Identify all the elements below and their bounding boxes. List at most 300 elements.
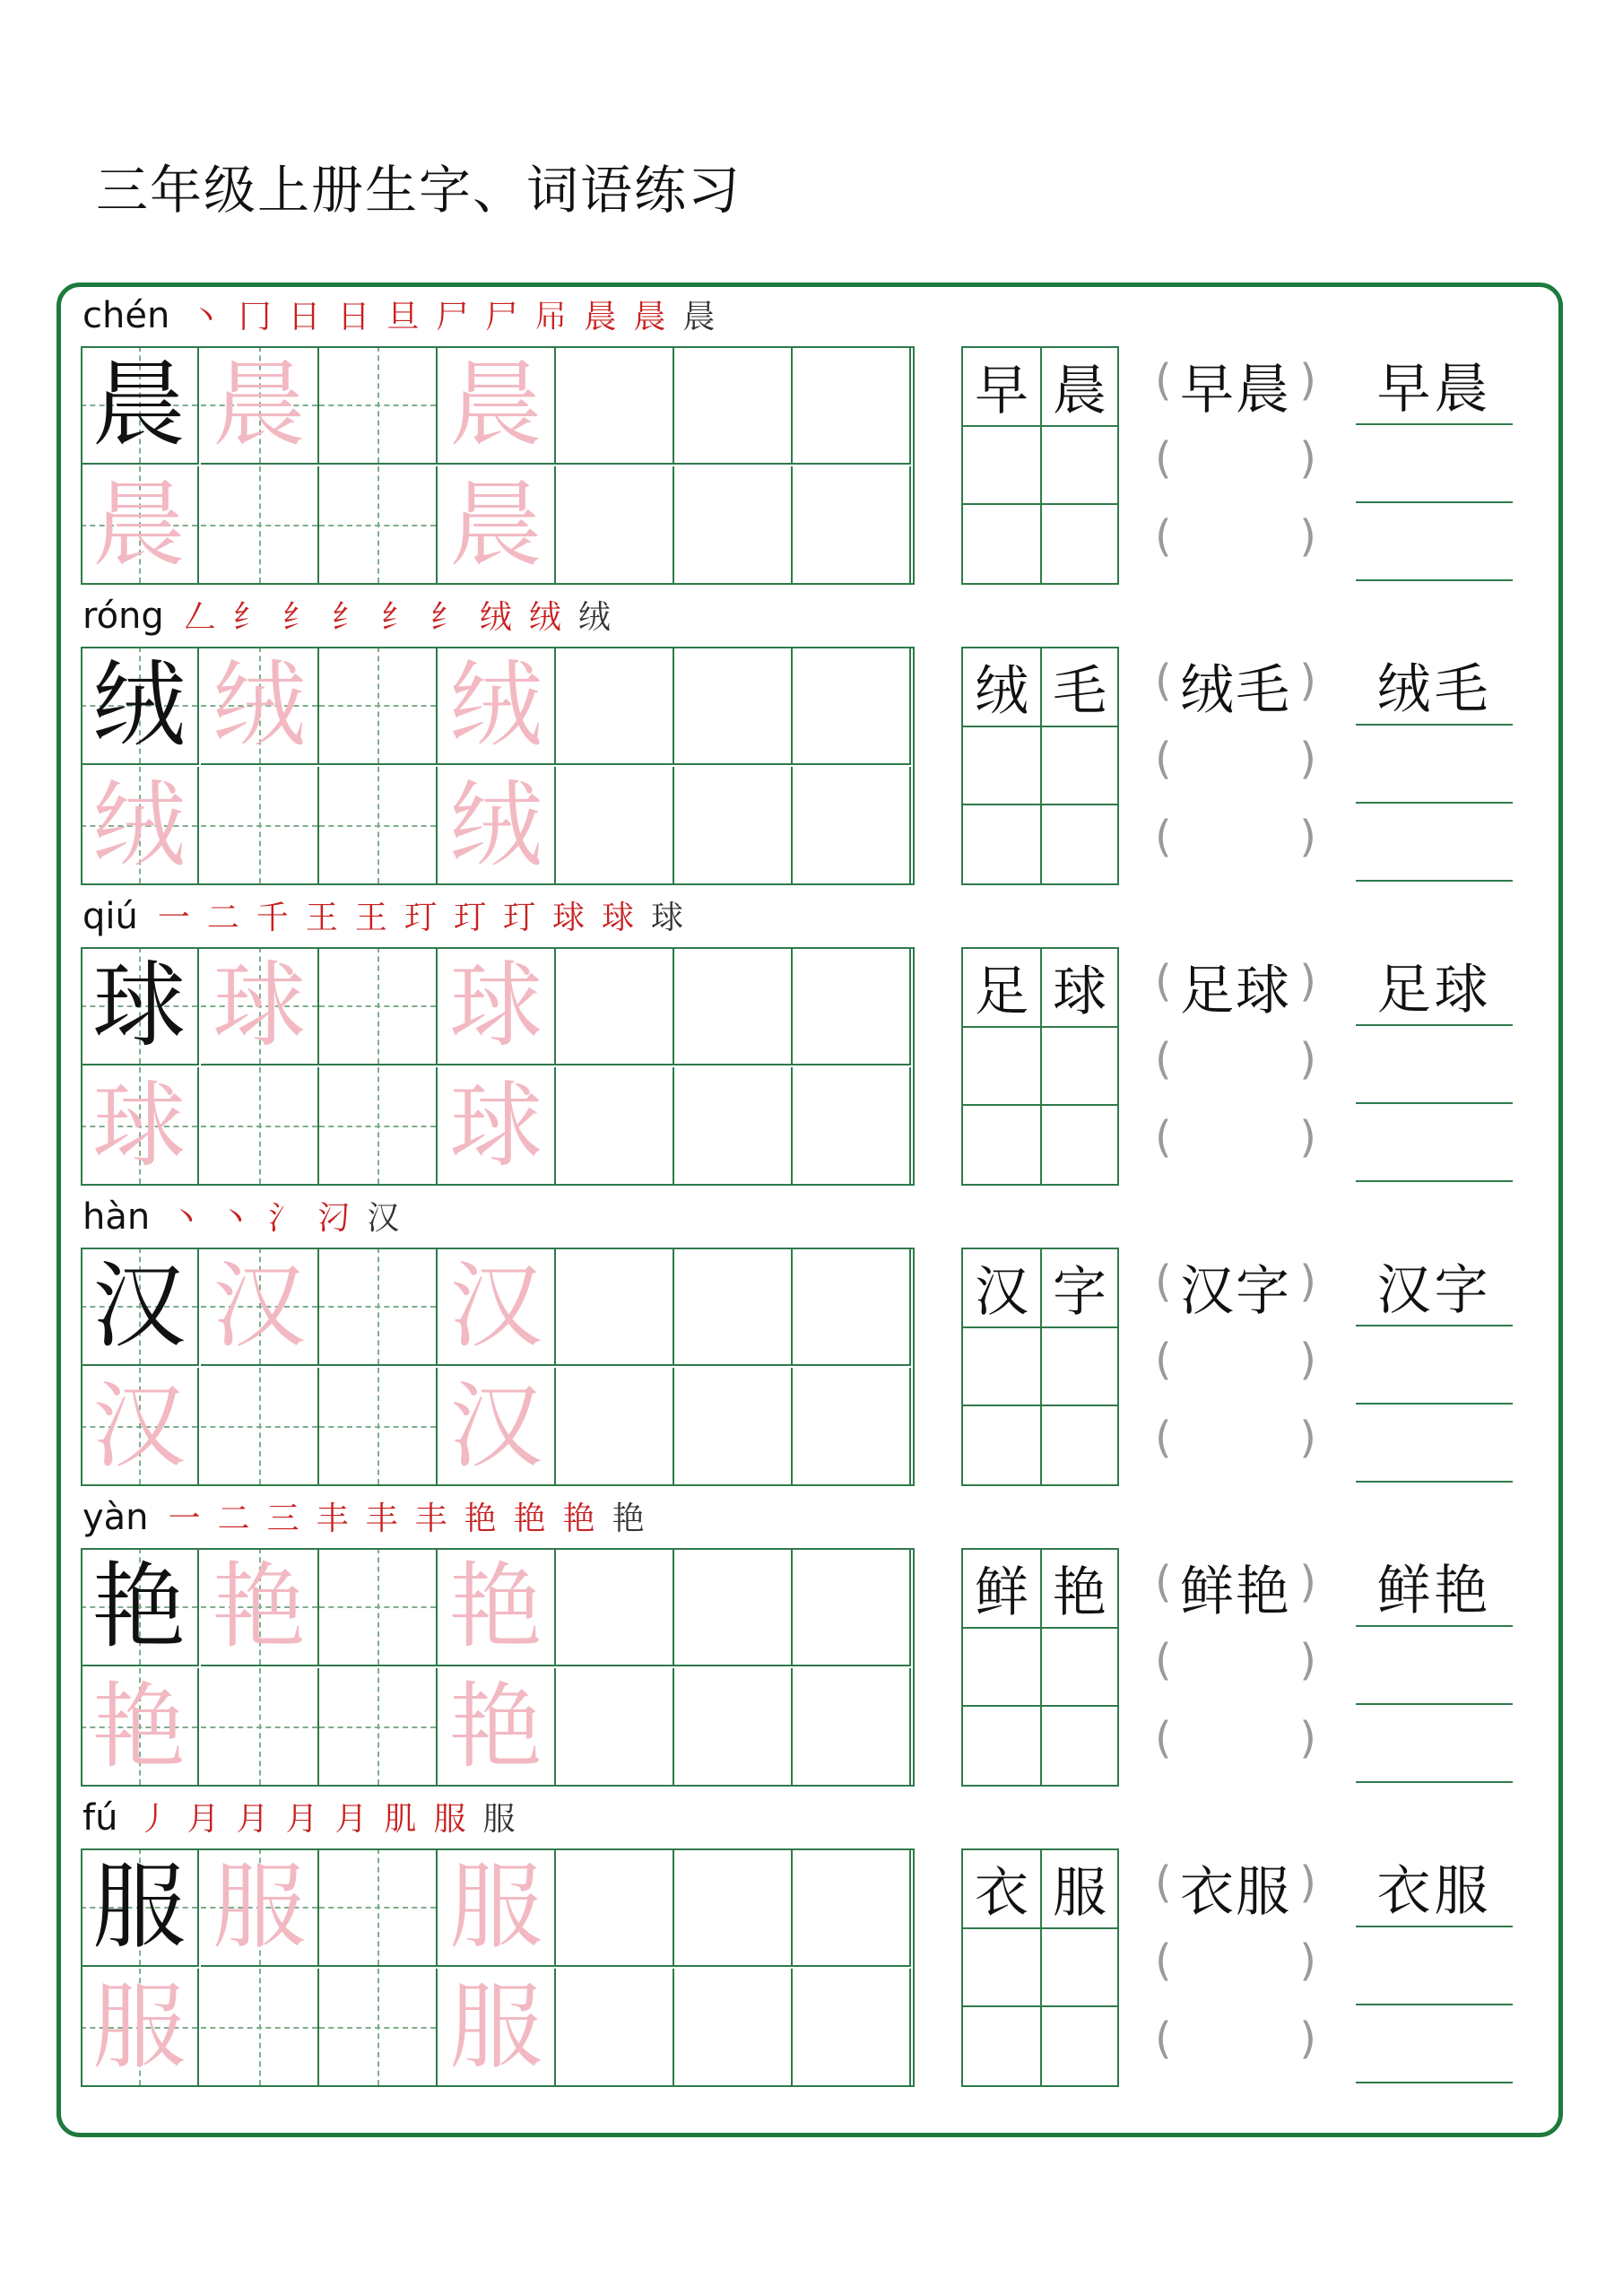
- writing-cell[interactable]: [319, 767, 438, 885]
- writing-cell[interactable]: [201, 1969, 319, 2087]
- word-grid: [961, 1248, 1119, 1486]
- writing-cell[interactable]: [793, 1548, 911, 1666]
- writing-cell[interactable]: [81, 1548, 199, 1666]
- stroke-step: 纟: [331, 599, 364, 636]
- stroke-step: 月: [187, 1801, 220, 1838]
- stroke-step: 月: [334, 1801, 368, 1838]
- stroke-step: 二: [206, 900, 239, 936]
- word-cell[interactable]: [963, 348, 1042, 427]
- paren-close: ): [1299, 2013, 1316, 2064]
- answer-line[interactable]: [1356, 647, 1513, 726]
- word-cell[interactable]: [1040, 804, 1119, 883]
- pinyin-row: [82, 586, 628, 641]
- paren-close: ): [1299, 433, 1316, 483]
- char-block: [0, 1187, 1623, 1487]
- guide-line-vertical: [378, 1969, 379, 2085]
- stroke-step: 丰: [414, 1500, 447, 1537]
- paren-open: (: [1155, 1635, 1172, 1685]
- trace-char: 晨: [448, 470, 542, 579]
- word-grid: [961, 647, 1119, 885]
- stroke-step: 日: [288, 299, 321, 335]
- char-block: [0, 1487, 1623, 1787]
- paren-open: (: [1155, 1335, 1172, 1385]
- paren-close: ): [1299, 1335, 1316, 1385]
- word-cell[interactable]: [963, 1706, 1042, 1785]
- guide-line-vertical: [378, 1668, 379, 1785]
- writing-cell[interactable]: [674, 466, 793, 585]
- word-char: 晨: [1053, 360, 1107, 422]
- word-cell[interactable]: [963, 726, 1042, 805]
- writing-cell[interactable]: [674, 1668, 793, 1787]
- writing-cell[interactable]: [319, 1668, 438, 1787]
- answer-line[interactable]: [1356, 1626, 1513, 1705]
- answer-line[interactable]: [1356, 803, 1513, 882]
- answer-line[interactable]: [1356, 1025, 1513, 1104]
- guide-line-vertical: [378, 1248, 379, 1364]
- writing-cell[interactable]: [556, 1067, 674, 1186]
- writing-cell[interactable]: [674, 1368, 793, 1486]
- answer-line[interactable]: [1356, 1548, 1513, 1627]
- paren-close: ): [1299, 511, 1316, 561]
- writing-cell[interactable]: [201, 767, 319, 885]
- writing-cell[interactable]: [201, 647, 319, 765]
- guide-line-vertical: [378, 767, 379, 883]
- word-cell[interactable]: [963, 1405, 1042, 1484]
- paren-answer[interactable]: [1155, 1626, 1316, 1705]
- char-block: [0, 285, 1623, 586]
- writing-cell[interactable]: [81, 1368, 199, 1486]
- word-cell[interactable]: [963, 949, 1042, 1028]
- writing-cell[interactable]: [793, 767, 911, 885]
- word-char: 足: [975, 961, 1028, 1023]
- guide-line-vertical: [378, 947, 379, 1064]
- writing-cell[interactable]: [438, 1368, 556, 1486]
- writing-cell[interactable]: [81, 1067, 199, 1186]
- word-grid: [961, 947, 1119, 1186]
- pinyin-row: [82, 285, 732, 341]
- paren-open: (: [1155, 956, 1172, 1006]
- writing-cell[interactable]: [81, 767, 199, 885]
- writing-cell[interactable]: [556, 466, 674, 585]
- writing-cell[interactable]: [81, 1969, 199, 2087]
- stroke-step: 服: [433, 1801, 466, 1838]
- writing-cell[interactable]: [674, 346, 793, 465]
- paren-answer[interactable]: [1155, 947, 1316, 1026]
- writing-cell[interactable]: [556, 1368, 674, 1486]
- stroke-step: 尸: [485, 299, 518, 335]
- writing-cell[interactable]: [81, 466, 199, 585]
- paren-answer[interactable]: [1155, 1103, 1316, 1182]
- stroke-step: 一: [157, 900, 190, 936]
- paren-answer[interactable]: [1155, 803, 1316, 882]
- stroke-step: 绒: [577, 599, 611, 636]
- writing-cell[interactable]: [319, 647, 438, 765]
- writing-cell[interactable]: [793, 1848, 911, 1967]
- stroke-step: 月: [285, 1801, 318, 1838]
- paren-word: 早晨: [1180, 359, 1291, 422]
- word-char: 衣: [975, 1862, 1028, 1925]
- paren-answer[interactable]: [1155, 1704, 1316, 1783]
- paren-close: ): [1299, 956, 1316, 1006]
- word-cell[interactable]: [1040, 648, 1119, 727]
- stroke-step: 丰: [365, 1500, 398, 1537]
- writing-cell[interactable]: [793, 1368, 911, 1486]
- stroke-step: 丿: [137, 1801, 170, 1838]
- trace-char: 服: [91, 1972, 186, 2082]
- paren-close: ): [1299, 734, 1316, 784]
- answer-line[interactable]: [1356, 1248, 1513, 1326]
- word-cell[interactable]: [1040, 1405, 1119, 1484]
- writing-cell[interactable]: [438, 1548, 556, 1666]
- writing-cell[interactable]: [556, 1248, 674, 1366]
- word-cell[interactable]: [1040, 348, 1119, 427]
- word-cell[interactable]: [1040, 1327, 1119, 1406]
- writing-cell[interactable]: [319, 1248, 438, 1366]
- answer-line[interactable]: [1356, 1848, 1513, 1927]
- answer-line[interactable]: [1356, 2005, 1513, 2083]
- guide-line-vertical: [259, 1969, 261, 2085]
- answer-line[interactable]: [1356, 1704, 1513, 1783]
- writing-cell[interactable]: [438, 947, 556, 1065]
- pinyin: yàn: [82, 1497, 149, 1538]
- word-cell[interactable]: [1040, 1928, 1119, 2007]
- stroke-step: 纟: [232, 599, 265, 636]
- paren-open: (: [1155, 656, 1172, 706]
- answer-line[interactable]: [1356, 1404, 1513, 1483]
- writing-cell[interactable]: [81, 947, 199, 1065]
- stroke-order: [183, 599, 628, 641]
- writing-cell[interactable]: [201, 1368, 319, 1486]
- writing-cell[interactable]: [793, 466, 911, 585]
- paren-answer[interactable]: [1155, 1025, 1316, 1104]
- writing-cell[interactable]: [319, 1368, 438, 1486]
- paren-answer[interactable]: [1155, 346, 1316, 425]
- stroke-order: [137, 1801, 532, 1843]
- answer-line[interactable]: [1356, 1926, 1513, 2005]
- trace-char: 晨: [91, 470, 186, 579]
- writing-cell[interactable]: [438, 1668, 556, 1787]
- paren-open: (: [1155, 1413, 1172, 1463]
- paren-answer[interactable]: [1155, 1326, 1316, 1405]
- trace-char: 服: [448, 1972, 542, 2082]
- stroke-step: 纟: [430, 599, 463, 636]
- trace-char: 晨: [448, 350, 542, 459]
- pinyin-row: [82, 1787, 533, 1843]
- word-char: 球: [1053, 961, 1107, 1023]
- writing-cell[interactable]: [556, 947, 674, 1065]
- writing-cell[interactable]: [438, 1248, 556, 1366]
- tianzige-grid: [81, 1548, 915, 1787]
- stroke-step: 球: [551, 900, 585, 936]
- stroke-step: 肌: [384, 1801, 417, 1838]
- trace-char: 汉: [212, 1251, 306, 1361]
- paren-word: 汉字: [1180, 1260, 1291, 1323]
- word-cell[interactable]: [963, 1850, 1042, 1929]
- paren-answer[interactable]: [1155, 1404, 1316, 1483]
- writing-cell[interactable]: [674, 1248, 793, 1366]
- writing-cell[interactable]: [674, 1969, 793, 2087]
- stroke-step: 汈: [317, 1200, 351, 1237]
- tianzige-grid: [81, 647, 915, 885]
- writing-cell[interactable]: [674, 947, 793, 1065]
- writing-cell[interactable]: [793, 346, 911, 465]
- writing-cell[interactable]: [556, 346, 674, 465]
- writing-cell[interactable]: [438, 767, 556, 885]
- writing-cell[interactable]: [81, 647, 199, 765]
- pinyin-row: [82, 1487, 662, 1543]
- stroke-step: 尸: [436, 299, 469, 335]
- writing-cell[interactable]: [201, 1668, 319, 1787]
- word-cell[interactable]: [1040, 949, 1119, 1028]
- answer-line[interactable]: [1356, 725, 1513, 804]
- word-cell[interactable]: [963, 648, 1042, 727]
- word-cell[interactable]: [1040, 1027, 1119, 1106]
- trace-char: 球: [448, 951, 542, 1060]
- writing-cell[interactable]: [438, 647, 556, 765]
- stroke-step: 𠃋: [183, 599, 216, 636]
- writing-cell[interactable]: [556, 1668, 674, 1787]
- word-cell[interactable]: [1040, 1249, 1119, 1328]
- trace-char: 绒: [91, 770, 186, 880]
- writing-cell[interactable]: [319, 947, 438, 1065]
- stroke-step: 晨: [633, 299, 666, 335]
- word-cell[interactable]: [963, 804, 1042, 883]
- writing-cell[interactable]: [674, 1067, 793, 1186]
- writing-cell[interactable]: [201, 1548, 319, 1666]
- writing-cell[interactable]: [674, 1548, 793, 1666]
- writing-cell[interactable]: [201, 947, 319, 1065]
- word-char: 字: [1053, 1261, 1107, 1324]
- word-cell[interactable]: [1040, 1706, 1119, 1785]
- writing-cell[interactable]: [793, 647, 911, 765]
- answer-line[interactable]: [1356, 1103, 1513, 1182]
- stroke-step: 二: [217, 1500, 250, 1537]
- paren-close: ): [1299, 1635, 1316, 1685]
- writing-cell[interactable]: [438, 346, 556, 465]
- stroke-order: [169, 1200, 416, 1242]
- stroke-step: 艳: [513, 1500, 546, 1537]
- writing-cell[interactable]: [201, 466, 319, 585]
- writing-cell[interactable]: [793, 947, 911, 1065]
- paren-answer[interactable]: [1155, 647, 1316, 726]
- stroke-step: 球: [651, 900, 684, 936]
- tianzige-grid: [81, 947, 915, 1186]
- writing-cell[interactable]: [201, 1248, 319, 1366]
- model-char: 晨: [91, 350, 186, 459]
- pinyin: róng: [82, 596, 164, 637]
- guide-line-vertical: [259, 466, 261, 583]
- trace-char: 球: [91, 1071, 186, 1180]
- guide-line-vertical: [378, 346, 379, 463]
- word-cell[interactable]: [1040, 1105, 1119, 1184]
- paren-answer[interactable]: [1155, 424, 1316, 503]
- writing-cell[interactable]: [319, 1848, 438, 1967]
- word-cell[interactable]: [963, 1550, 1042, 1629]
- writing-cell[interactable]: [674, 767, 793, 885]
- writing-cell[interactable]: [81, 1848, 199, 1967]
- paren-open: (: [1155, 433, 1172, 483]
- paren-word: 衣服: [1180, 1861, 1291, 1924]
- stroke-step: 纟: [380, 599, 413, 636]
- word-cell[interactable]: [1040, 1850, 1119, 1929]
- stroke-step: 绒: [528, 599, 561, 636]
- trace-char: 汉: [91, 1371, 186, 1481]
- writing-cell[interactable]: [556, 647, 674, 765]
- stroke-step: 月: [236, 1801, 269, 1838]
- writing-cell[interactable]: [201, 346, 319, 465]
- line-word: 衣服: [1376, 1860, 1492, 1923]
- writing-cell[interactable]: [319, 1969, 438, 2087]
- writing-cell[interactable]: [793, 1668, 911, 1787]
- writing-cell[interactable]: [201, 1067, 319, 1186]
- stroke-step: 球: [602, 900, 635, 936]
- word-cell[interactable]: [1040, 726, 1119, 805]
- writing-cell[interactable]: [556, 767, 674, 885]
- stroke-step: 服: [482, 1801, 516, 1838]
- answer-line[interactable]: [1356, 346, 1513, 425]
- model-char: 绒: [91, 650, 186, 760]
- guide-line-vertical: [259, 1668, 261, 1785]
- stroke-step: 玎: [404, 900, 437, 936]
- writing-cell[interactable]: [201, 1848, 319, 1967]
- char-block: [0, 886, 1623, 1187]
- tianzige-grid: [81, 346, 915, 585]
- answer-line[interactable]: [1356, 502, 1513, 581]
- trace-char: 球: [448, 1071, 542, 1180]
- paren-answer[interactable]: [1155, 2005, 1316, 2083]
- trace-char: 艳: [212, 1552, 306, 1661]
- word-cell[interactable]: [963, 1027, 1042, 1106]
- model-char: 球: [91, 951, 186, 1060]
- char-block: [0, 586, 1623, 886]
- paren-answer[interactable]: [1155, 1926, 1316, 2005]
- paren-open: (: [1155, 1034, 1172, 1084]
- paren-answer[interactable]: [1155, 1548, 1316, 1627]
- stroke-order: [158, 902, 700, 942]
- writing-cell[interactable]: [793, 1067, 911, 1186]
- word-cell[interactable]: [1040, 504, 1119, 583]
- writing-cell[interactable]: [674, 647, 793, 765]
- stroke-step: 一: [168, 1500, 201, 1537]
- writing-cell[interactable]: [793, 1248, 911, 1366]
- model-char: 艳: [91, 1552, 186, 1661]
- stroke-step: 旦: [386, 299, 420, 335]
- trace-char: 服: [448, 1852, 542, 1961]
- trace-char: 汉: [448, 1251, 542, 1361]
- answer-line[interactable]: [1356, 424, 1513, 503]
- word-cell[interactable]: [1040, 1628, 1119, 1707]
- writing-cell[interactable]: [81, 1248, 199, 1366]
- paren-answer[interactable]: [1155, 1848, 1316, 1927]
- paren-answer[interactable]: [1155, 502, 1316, 581]
- word-cell[interactable]: [963, 1327, 1042, 1406]
- writing-cell[interactable]: [556, 1848, 674, 1967]
- stroke-step: 艳: [464, 1500, 497, 1537]
- paren-close: ): [1299, 355, 1316, 405]
- stroke-order: [189, 301, 732, 341]
- paren-close: ): [1299, 1413, 1316, 1463]
- writing-cell[interactable]: [556, 1548, 674, 1666]
- paren-answer[interactable]: [1155, 725, 1316, 804]
- stroke-step: 千: [256, 900, 289, 936]
- line-word: 鲜艳: [1376, 1560, 1492, 1622]
- writing-cell[interactable]: [81, 1668, 199, 1787]
- stroke-step: 冂: [239, 299, 272, 335]
- word-cell[interactable]: [963, 1928, 1042, 2007]
- paren-close: ): [1299, 1257, 1316, 1307]
- word-cell[interactable]: [1040, 2006, 1119, 2085]
- trace-char: 球: [212, 951, 306, 1060]
- answer-line[interactable]: [1356, 1326, 1513, 1405]
- trace-char: 艳: [448, 1672, 542, 1781]
- paren-close: ): [1299, 656, 1316, 706]
- writing-cell[interactable]: [81, 346, 199, 465]
- writing-cell[interactable]: [319, 466, 438, 585]
- pinyin: qiú: [82, 896, 138, 937]
- writing-cell[interactable]: [438, 466, 556, 585]
- paren-close: ): [1299, 1935, 1316, 1986]
- stroke-step: 纟: [282, 599, 315, 636]
- guide-line-vertical: [259, 1067, 261, 1184]
- stroke-step: 绒: [479, 599, 512, 636]
- stroke-step: 氵: [268, 1200, 301, 1237]
- word-char: 汉: [975, 1261, 1028, 1324]
- writing-cell[interactable]: [319, 1067, 438, 1186]
- stroke-step: 晨: [682, 299, 716, 335]
- stroke-step: 三: [266, 1500, 299, 1537]
- word-cell[interactable]: [963, 1628, 1042, 1707]
- paren-close: ): [1299, 1857, 1316, 1908]
- word-char: 绒: [975, 660, 1028, 723]
- stroke-step: 丶: [169, 1200, 203, 1237]
- guide-line-vertical: [378, 647, 379, 763]
- paren-open: (: [1155, 511, 1172, 561]
- word-cell[interactable]: [1040, 1550, 1119, 1629]
- word-cell[interactable]: [963, 2006, 1042, 2085]
- stroke-step: 日: [337, 299, 370, 335]
- writing-cell[interactable]: [793, 1969, 911, 2087]
- model-char: 服: [91, 1852, 186, 1961]
- answer-line[interactable]: [1356, 947, 1513, 1026]
- stroke-step: 丶: [219, 1200, 252, 1237]
- writing-cell[interactable]: [556, 1969, 674, 2087]
- trace-char: 绒: [448, 650, 542, 760]
- guide-line-vertical: [378, 466, 379, 583]
- writing-cell[interactable]: [319, 346, 438, 465]
- word-cell[interactable]: [963, 1249, 1042, 1328]
- paren-close: ): [1299, 1034, 1316, 1084]
- writing-cell[interactable]: [674, 1848, 793, 1967]
- paren-open: (: [1155, 1857, 1172, 1908]
- word-char: 毛: [1053, 660, 1107, 723]
- paren-open: (: [1155, 355, 1172, 405]
- stroke-step: 玎: [453, 900, 486, 936]
- paren-answer[interactable]: [1155, 1248, 1316, 1326]
- word-cell[interactable]: [963, 426, 1042, 505]
- line-word: 足球: [1376, 959, 1492, 1022]
- writing-cell[interactable]: [438, 1067, 556, 1186]
- writing-cell[interactable]: [438, 1969, 556, 2087]
- writing-cell[interactable]: [438, 1848, 556, 1967]
- word-cell[interactable]: [963, 504, 1042, 583]
- tianzige-grid: [81, 1248, 915, 1486]
- guide-line-vertical: [259, 767, 261, 883]
- writing-cell[interactable]: [319, 1548, 438, 1666]
- tianzige-grid: [81, 1848, 915, 2087]
- word-cell[interactable]: [1040, 426, 1119, 505]
- word-char: 鲜: [975, 1561, 1028, 1624]
- word-cell[interactable]: [963, 1105, 1042, 1184]
